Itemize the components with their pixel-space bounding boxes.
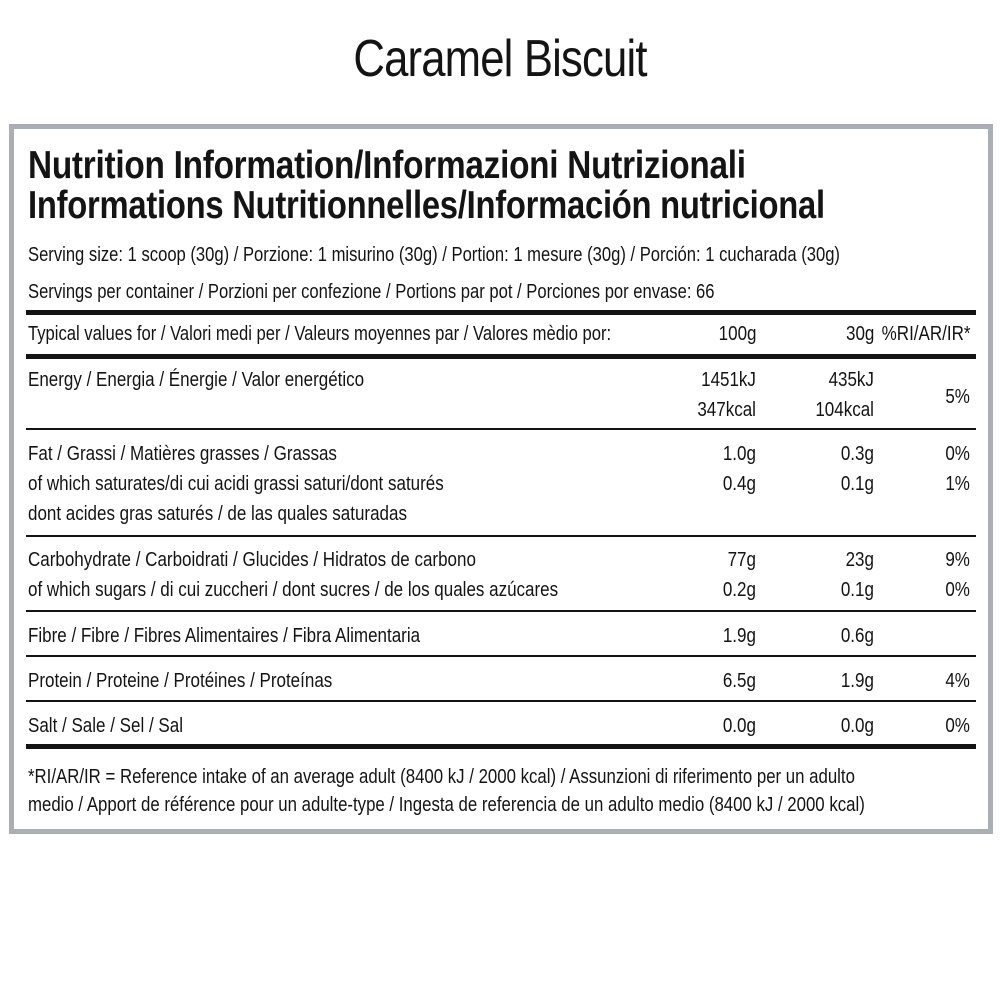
- divider-thin: [26, 428, 976, 430]
- fat-100g-values: [723, 439, 756, 499]
- salt-30g: 0.0g: [840, 715, 874, 737]
- energy-label: Energy / Energia / Énergie / Valor energético: [28, 369, 365, 391]
- saturates-100g: 0.4g: [722, 473, 756, 495]
- energy-kcal-30g: 104kcal: [815, 399, 874, 421]
- protein-label: Protein / Proteine / Protéines / Proteínas: [28, 670, 333, 692]
- protein-30g: 1.9g: [840, 670, 874, 692]
- energy-100g: [697, 365, 756, 425]
- divider-thin: [26, 535, 976, 537]
- energy-kj-100g: 1451kJ: [701, 369, 756, 391]
- column-header-ri: %RI/AR/IR*: [881, 323, 970, 345]
- energy-kcal-100g: 347kcal: [697, 399, 756, 421]
- carbohydrate-100g-values: [723, 545, 756, 605]
- fibre-100g: 1.9g: [722, 625, 756, 647]
- servings-per-container: Servings per container / Porzioni per confezione / Portions par pot / Porciones por envase: 66: [28, 281, 715, 303]
- carbohydrate-100g: 77g: [727, 549, 756, 571]
- carbohydrate-labels: [28, 545, 558, 605]
- sugars-100g: 0.2g: [722, 579, 756, 601]
- fat-ri: 0%: [945, 443, 970, 465]
- saturates-ri: 1%: [945, 473, 970, 495]
- fat-label: Fat / Grassi / Matières grasses / Grassas: [28, 443, 337, 465]
- carbohydrate-ri-values: [945, 545, 970, 605]
- panel-heading-line2: Informations Nutritionnelles/Información nutricional: [28, 184, 825, 227]
- salt-label: Salt / Sale / Sel / Sal: [28, 715, 183, 737]
- panel-heading-line1: Nutrition Information/Informazioni Nutrizionali: [28, 144, 746, 187]
- footnote: [28, 763, 865, 819]
- table-header-label: Typical values for / Valori medi per / Valeurs moyennes par / Valores mèdio por:: [28, 323, 612, 345]
- divider-thick: [26, 354, 976, 359]
- energy-30g: [815, 365, 874, 425]
- saturates-label-continued: dont acides gras saturés / de las quales saturadas: [28, 503, 407, 525]
- fat-30g: 0.3g: [840, 443, 874, 465]
- column-header-100g: 100g: [718, 323, 756, 345]
- fat-ri-values: [945, 439, 970, 499]
- divider-thin: [26, 610, 976, 612]
- fat-30g-values: [841, 439, 874, 499]
- sugars-30g: 0.1g: [840, 579, 874, 601]
- fibre-label: Fibre / Fibre / Fibres Alimentaires / Fibra Alimentaria: [28, 625, 421, 647]
- energy-kj-30g: 435kJ: [828, 369, 874, 391]
- nutrition-panel: [9, 124, 993, 834]
- footnote-line1: *RI/AR/IR = Reference intake of an average adult (8400 kJ / 2000 kcal) / Assunzioni di riferimento per un adulto: [28, 766, 855, 788]
- salt-100g: 0.0g: [722, 715, 756, 737]
- protein-100g: 6.5g: [722, 670, 756, 692]
- column-header-30g: 30g: [845, 323, 874, 345]
- fat-labels: [28, 439, 444, 529]
- energy-ri: 5%: [945, 386, 970, 408]
- fat-100g: 1.0g: [722, 443, 756, 465]
- fibre-30g: 0.6g: [840, 625, 874, 647]
- saturates-label: of which saturates/di cui acidi grassi saturi/dont saturés: [28, 473, 444, 495]
- carbohydrate-label: Carbohydrate / Carboidrati / Glucides / Hidratos de carbono: [28, 549, 476, 571]
- divider-thick: [26, 744, 976, 749]
- serving-size: Serving size: 1 scoop (30g) / Porzione: 1 misurino (30g) / Portion: 1 mesure (30g) / Porción: 1 cucharada (30g): [28, 244, 840, 266]
- product-title: Caramel Biscuit: [353, 30, 647, 88]
- carbohydrate-30g: 23g: [845, 549, 874, 571]
- divider-thick: [26, 310, 976, 315]
- divider-thin: [26, 700, 976, 702]
- carbohydrate-30g-values: [841, 545, 874, 605]
- carbohydrate-ri: 9%: [945, 549, 970, 571]
- divider-thin: [26, 655, 976, 657]
- saturates-30g: 0.1g: [840, 473, 874, 495]
- protein-ri: 4%: [945, 670, 970, 692]
- sugars-label: of which sugars / di cui zuccheri / dont sucres / de los quales azúcares: [28, 579, 559, 601]
- sugars-ri: 0%: [945, 579, 970, 601]
- footnote-line2: medio / Apport de référence pour un adulte-type / Ingesta de referencia de un adulto medio (8400 kJ / 2000 kcal): [28, 794, 865, 816]
- salt-ri: 0%: [945, 715, 970, 737]
